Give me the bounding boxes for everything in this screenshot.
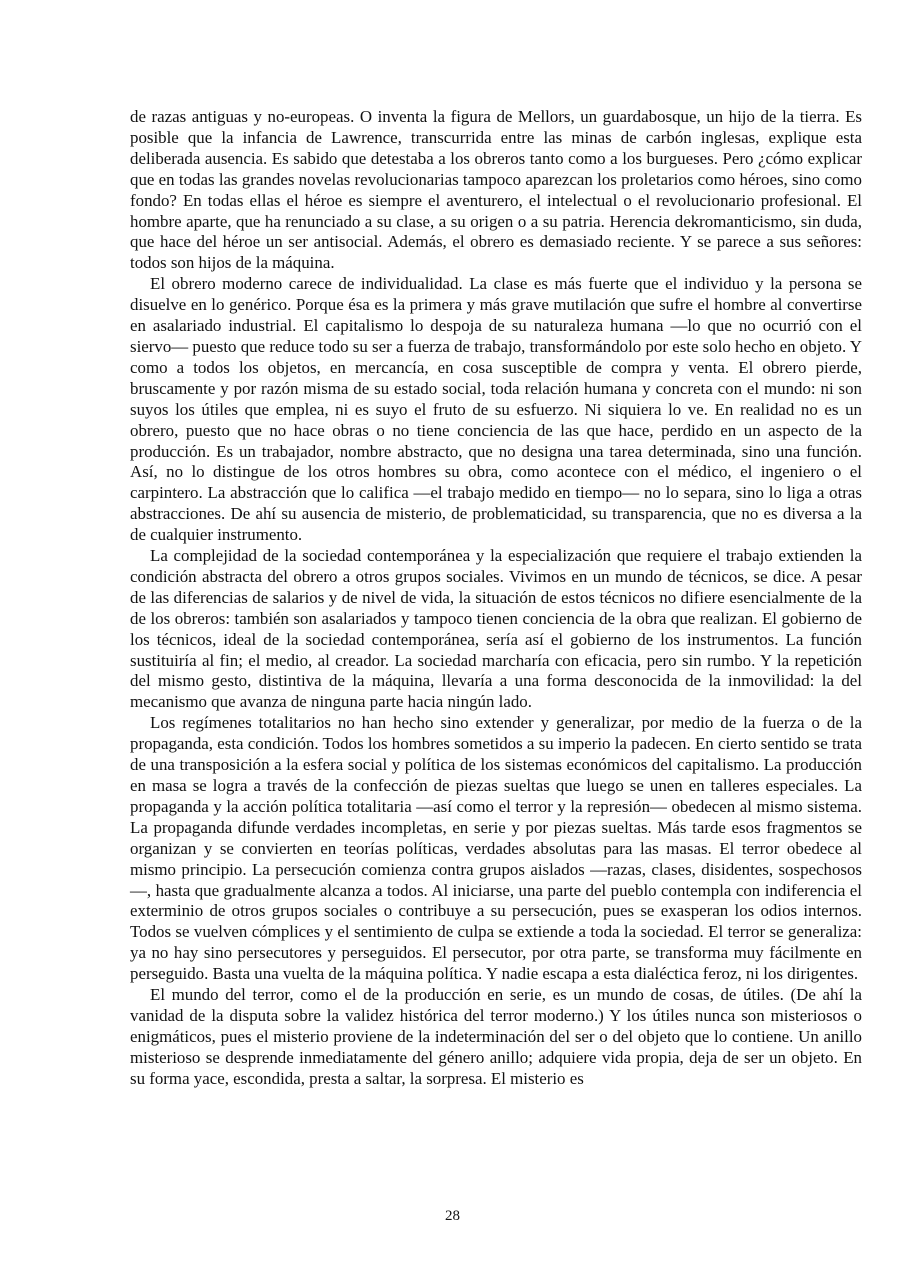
paragraph-1: de razas antiguas y no-europeas. O inventa la figura de Mellors, un guardabosque, un hijo de la tierra. Es posible que la infancia de Lawrence, transcurrida entre las minas de carbón inglesas, explique esta deliberada ausencia. Es sabido que detestaba a los obreros tanto como a los burgueses. Pero ¿cómo explicar que en todas las grandes novelas revolucionarias tampoco aparezcan los proletarios como héroes, sino como fondo? En todas ellas el héroe es siempre el aventurero, el intelectual o el revolucionario profesional. El hombre aparte, que ha renunciado a su clase, a su origen o a su patria. Herencia dekromanticismo, sin duda, que hace del héroe un ser antisocial. Además, el obrero es demasiado reciente. Y se parece a sus señores: todos son hijos de la máquina.: [130, 107, 862, 273]
paragraph-5: El mundo del terror, como el de la producción en serie, es un mundo de cosas, de útiles. (De ahí la vanidad de la disputa sobre la validez histórica del terror moderno.) Y los útiles nunca son misteriosos o enigmáticos, pues el misterio proviene de la indeterminación del ser o del objeto que lo contiene. Un anillo misterioso se desprende inmediatamente del género anillo; adquiere vida propia, deja de ser un objeto. En su forma yace, escondida, presta a saltar, la sorpresa. El misterio es: [130, 985, 862, 1088]
paragraph-4: Los regímenes totalitarios no han hecho sino extender y generalizar, por medio de la fuerza o de la propaganda, esta condición. Todos los hombres sometidos a su imperio la padecen. En cierto sentido se trata de una transposición a la esfera social y política de los sistemas económicos del capitalismo. La producción en masa se logra a través de la confección de piezas sueltas que luego se unen en talleres especiales. La propaganda y la acción política totalitaria —así como el terror y la represión— obedecen al mismo sistema. La propaganda difunde verdades incompletas, en serie y por piezas sueltas. Más tarde esos fragmentos se organizan y se convierten en teorías políticas, verdades absolutas para las masas. El terror obedece al mismo principio. La persecución comienza contra grupos aislados —razas, clases, disidentes, sospechosos—, hasta que gradualmente alcanza a todos. Al iniciarse, una parte del pueblo contempla con indiferencia el exterminio de otros grupos sociales o contribuye a su persecución, pues se exasperan los odios internos. Todos se vuelven cómplices y el sentimiento de culpa se extiende a toda la sociedad. El terror se generaliza: ya no hay sino persecutores y perseguidos. El persecutor, por otra parte, se transforma muy fácilmente en perseguido. Basta una vuelta de la máquina política. Y nadie escapa a esta dialéctica feroz, ni los dirigentes.: [130, 713, 862, 984]
paragraph-3: La complejidad de la sociedad contemporánea y la especialización que requiere el trabajo extienden la condición abstracta del obrero a otros grupos sociales. Vivimos en un mundo de técnicos, se dice. A pesar de las diferencias de salarios y de nivel de vida, la situación de estos técnicos no difiere esencialmente de la de los obreros: también son asalariados y tampoco tienen conciencia de la obra que realizan. El gobierno de los técnicos, ideal de la sociedad contemporánea, sería así el gobierno de los instrumentos. La función sustituiría al fin; el medio, al creador. La sociedad marcharía con eficacia, pero sin rumbo. Y la repetición del mismo gesto, distintiva de la máquina, llevaría a una forma desconocida de la inmovilidad: la del mecanismo que avanza de ninguna parte hacia ningún lado.: [130, 546, 862, 712]
page-number: 28: [445, 1208, 460, 1224]
paragraph-2: El obrero moderno carece de individualidad. La clase es más fuerte que el individuo y la persona se disuelve en lo genérico. Porque ésa es la primera y más grave mutilación que sufre el hombre al convertirse en asalariado industrial. El capitalismo lo despoja de su naturaleza humana —lo que no ocurrió con el siervo— puesto que reduce todo su ser a fuerza de trabajo, transformándolo por este solo hecho en objeto. Y como a todos los objetos, en mercancía, en cosa susceptible de compra y venta. El obrero pierde, bruscamente y por razón misma de su estado social, toda relación humana y concreta con el mundo: ni son suyos los útiles que emplea, ni es suyo el fruto de su esfuerzo. Ni siquiera lo ve. En realidad no es un obrero, puesto que no hace obras o no tiene conciencia de las que hace, perdido en un aspecto de la producción. Es un trabajador, nombre abstracto, que no designa una tarea determinada, sino una función. Así, no lo distingue de los otros hombres su obra, como acontece con el médico, el ingeniero o el carpintero. La abstracción que lo califica —el trabajo medido en tiempo— no lo separa, sino lo liga a otras abstracciones. De ahí su ausencia de misterio, de problematicidad, su transparencia, que no es diversa a la de cualquier instrumento.: [130, 274, 863, 545]
page-body: [130, 107, 862, 1090]
